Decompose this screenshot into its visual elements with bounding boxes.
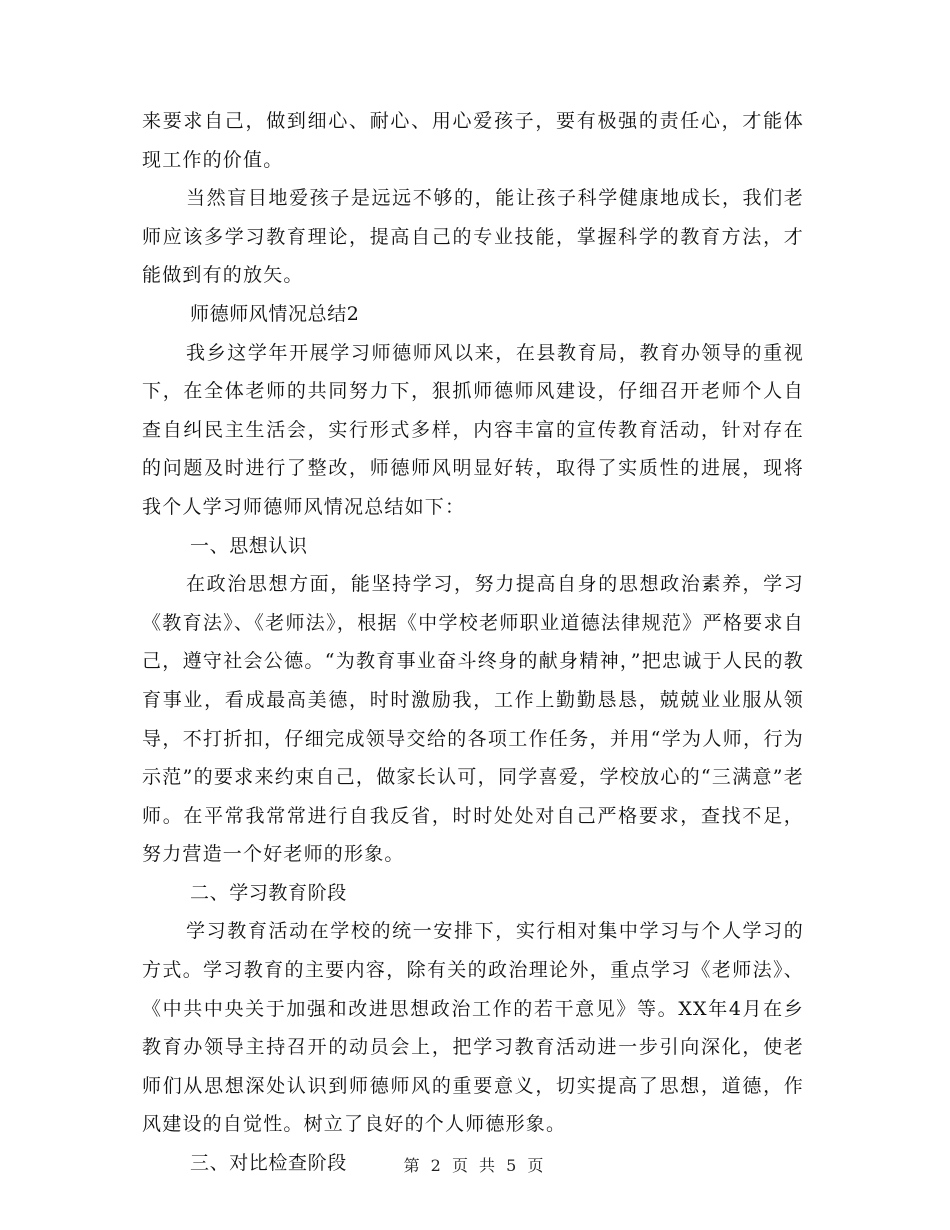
section-heading: 二、学习教育阶段	[190, 881, 347, 904]
section-title: 师德师风情况总结2	[190, 302, 360, 325]
paragraph-continuation: 来要求自己，做到细心、耐心、用心爱孩子，要有极强的责任心，才能体现工作的价值。	[142, 110, 804, 171]
section-heading: 一、思想认识	[190, 534, 308, 557]
paragraph: 当然盲目地爱孩子是远远不够的，能让孩子科学健康地成长，我们老师应该多学习教育理论，提高自己的专业技能，掌握科学的教育方法，才能做到有的放矢。	[142, 187, 804, 287]
document-body	[142, 102, 804, 1183]
paragraph: 学习教育活动在学校的统一安排下，实行相对集中学习与个人学习的方式。学习教育的主要内容，除有关的政治理论外，重点学习《老师法》、《中共中央关于加强和改进思想政治工作的若干意见》等。XX年4月在乡教育办领导主持召开的动员会上，把学习教育活动进一步引向深化，使老师们从思想深处认识到师德师风的重要意义，切实提高了思想，道德，作风建设的自觉性。树立了良好的个人师德形象。	[142, 920, 804, 1136]
paragraph: 在政治思想方面，能坚持学习，努力提高自身的思想政治素养，学习《教育法》、《老师法》，根据《中学校老师职业道德法律规范》严格要求自己，遵守社会公德。“为教育事业奋斗终身的献身精神，”把忠诚于人民的教育事业，看成最高美德，时时激励我，工作上勤勤恳恳，兢兢业业服从领导，不打折扣，仔细完成领导交给的各项工作任务，并用“学为人师，行为示范”的要求来约束自己，做家长认可，同学喜爱，学校放心的“三满意”老师。在平常我常常进行自我反省，时时处处对自己严格要求，查找不足，努力营造一个好老师的形象。	[142, 573, 804, 866]
section-heading: 三、对比检查阶段	[190, 1152, 347, 1175]
paragraph: 我乡这学年开展学习师德师风以来，在县教育局，教育办领导的重视下，在全体老师的共同努力下，狠抓师德师风建设，仔细召开老师个人自查自纠民主生活会，实行形式多样，内容丰富的宣传教育活动，针对存在的问题及时进行了整改，师德师风明显好转，取得了实质性的进展，现将我个人学习师德师风情况总结如下：	[142, 341, 804, 518]
page-number-footer: 第 2 页 共 5 页	[403, 1156, 547, 1175]
